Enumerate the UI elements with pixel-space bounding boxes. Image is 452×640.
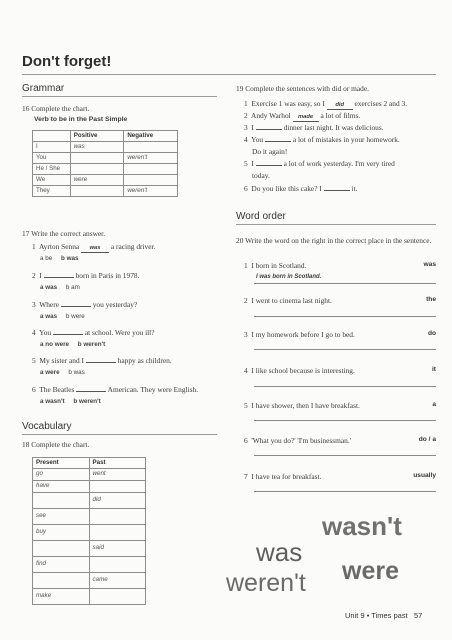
item-before: I	[251, 159, 254, 168]
option-a[interactable]: a were	[40, 369, 60, 376]
option-a[interactable]: a was	[40, 313, 58, 320]
ex20-item	[244, 366, 355, 375]
option-b[interactable]: b weren't	[73, 398, 101, 405]
present-cell[interactable]: buy	[33, 524, 90, 540]
chart-corner	[33, 131, 71, 142]
item-number: 6	[244, 184, 248, 193]
ex20-item	[244, 436, 351, 445]
answer-blank[interactable]	[61, 306, 91, 307]
decor-word-were: were	[342, 557, 399, 585]
option-b[interactable]: b weren't	[77, 341, 106, 348]
option-a[interactable]: a no were	[40, 341, 70, 348]
past-cell[interactable]	[89, 508, 145, 524]
past-cell[interactable]	[89, 556, 145, 572]
item-continuation: Do it again!	[252, 147, 288, 156]
item-after: a lot of work yesterday. I'm very tired	[283, 159, 395, 168]
ex17-item	[32, 385, 198, 394]
grammar-rule	[22, 96, 217, 97]
footer	[345, 611, 422, 620]
ex18-chart	[32, 457, 146, 605]
vocabulary-heading: Vocabulary	[22, 421, 72, 432]
header-negative: Negative	[124, 131, 178, 142]
table-row	[33, 164, 178, 175]
decor-word-wasnt: wasn't	[322, 511, 402, 541]
past-cell[interactable]: said	[89, 540, 145, 556]
answer-blank[interactable]	[256, 165, 282, 166]
table-row	[33, 508, 146, 524]
negative-cell[interactable]	[124, 142, 178, 153]
ex20-item	[244, 401, 360, 410]
insert-word: do	[427, 330, 436, 337]
header-past: Past	[89, 458, 145, 469]
ex19-item	[244, 123, 384, 132]
past-cell[interactable]: went	[89, 468, 145, 480]
item-number: 3	[32, 300, 36, 309]
item-number: 3	[244, 330, 248, 339]
item-after: a lot of films.	[320, 111, 361, 120]
answer-blank[interactable]	[53, 334, 83, 335]
table-row	[33, 492, 146, 508]
present-cell[interactable]: go	[33, 468, 90, 480]
ex19-item	[244, 99, 407, 110]
ex20-instruction: 20 Write the word on the right in the correct place in the sentence.	[236, 236, 432, 245]
past-cell[interactable]: did	[89, 492, 145, 508]
option-a[interactable]: a was	[40, 284, 58, 291]
ex16-subtitle: Verb to be in the Past Simple	[34, 116, 128, 123]
ex17-item	[32, 328, 155, 337]
item-before: You	[39, 328, 52, 337]
negative-cell[interactable]: weren't	[124, 153, 178, 164]
header-present: Present	[33, 458, 90, 469]
header-positive: Positive	[70, 131, 124, 142]
present-cell[interactable]: make	[33, 588, 90, 604]
present-cell[interactable]: have	[33, 480, 90, 492]
item-after: at school. Were you ill?	[84, 328, 155, 337]
item-number: 2	[244, 111, 248, 120]
ex17-options	[40, 313, 85, 321]
table-row	[33, 468, 146, 480]
item-before: Where	[39, 300, 59, 309]
answer-blank[interactable]	[256, 129, 282, 130]
positive-cell[interactable]: was	[70, 142, 124, 153]
table-row	[33, 524, 146, 540]
vocabulary-rule	[22, 434, 217, 435]
answer-blank[interactable]	[44, 277, 74, 278]
ex17-item	[32, 271, 139, 280]
ex16-instruction: 16 Complete the chart.	[22, 104, 90, 113]
item-number: 1	[244, 261, 248, 270]
present-cell[interactable]: find	[33, 556, 90, 572]
item-after: exercises 2 and 3.	[354, 99, 408, 108]
ex19-item	[244, 111, 360, 122]
item-sentence: I born in Scotland.	[251, 261, 307, 270]
footer-section: Times past	[371, 611, 408, 620]
item-sentence: I have shower, then I have breakfast.	[251, 401, 360, 410]
option-b[interactable]: b was	[68, 369, 85, 376]
option-b[interactable]: b was	[61, 255, 79, 262]
item-number: 4	[244, 366, 248, 375]
positive-cell[interactable]: were	[70, 175, 124, 186]
present-cell[interactable]	[33, 572, 90, 588]
item-before: Ayrton Senna	[39, 242, 80, 251]
item-sentence: I like school because is interesting.	[251, 366, 355, 375]
option-b[interactable]: b were	[65, 313, 85, 320]
ex17-options	[40, 398, 101, 406]
ex20-item	[244, 296, 332, 305]
past-cell[interactable]: came	[89, 572, 145, 588]
item-number: 5	[32, 356, 36, 365]
positive-cell[interactable]	[70, 153, 124, 164]
item-after: you yesterday?	[92, 300, 138, 309]
item-before: I	[39, 271, 42, 280]
present-cell[interactable]	[33, 540, 90, 556]
table-row	[33, 186, 178, 197]
grammar-heading: Grammar	[22, 83, 65, 94]
item-sentence: I my homework before I go to bed.	[251, 330, 355, 339]
answer-line[interactable]	[254, 420, 436, 421]
subject-cell: He / She	[33, 164, 71, 175]
word-order-heading: Word order	[236, 211, 286, 222]
option-b[interactable]: b am	[65, 284, 80, 291]
subject-cell: I	[33, 142, 71, 153]
table-row	[33, 572, 146, 588]
answer-blank[interactable]	[76, 391, 106, 392]
answer-text: I was born in Scotland.	[256, 274, 322, 280]
item-number: 5	[244, 401, 248, 410]
item-before: Do you like this cake? I	[251, 184, 322, 193]
ex20-item	[244, 330, 355, 339]
answer-blank[interactable]: made	[293, 114, 319, 122]
item-after: happy as children.	[117, 356, 172, 365]
answer-blank[interactable]	[86, 362, 116, 363]
footer-bullet: •	[366, 611, 370, 620]
item-before: My sister and I	[39, 356, 84, 365]
answer-line[interactable]	[254, 316, 436, 317]
item-number: 5	[244, 159, 248, 168]
ex17-item	[32, 242, 155, 253]
table-row	[33, 540, 146, 556]
page-title: Don't forget!	[22, 53, 112, 70]
title-rule	[22, 74, 436, 75]
ex17-options	[40, 369, 85, 377]
table-row	[33, 175, 178, 186]
insert-word: the	[426, 296, 436, 303]
ex17-item	[32, 300, 137, 309]
item-after: a racing driver.	[110, 242, 156, 251]
item-before: Exercise 1 was easy, so I	[251, 99, 325, 108]
ex19-item	[244, 184, 358, 193]
insert-word: usually	[413, 472, 436, 479]
negative-cell[interactable]	[124, 164, 178, 175]
present-cell[interactable]	[33, 492, 90, 508]
ex19-instruction-text: 19 Complete the sentences with did or made.	[236, 84, 369, 93]
ex17-item	[32, 356, 172, 365]
ex17-instruction: 17 Write the correct answer.	[22, 229, 106, 238]
ex17-options	[40, 284, 80, 292]
subject-cell: You	[33, 153, 71, 164]
item-before: The Beatles	[39, 385, 75, 394]
option-a[interactable]: a wasn't	[40, 398, 65, 405]
table-row	[33, 588, 146, 604]
item-number: 4	[244, 135, 248, 144]
insert-word: do / a	[418, 436, 436, 443]
item-before: You	[251, 135, 264, 144]
word-order-rule	[236, 224, 436, 225]
ex19-item	[244, 135, 400, 144]
table-row	[33, 142, 178, 153]
item-after: dinner last night. It was delicious.	[283, 123, 384, 132]
item-number: 1	[32, 242, 36, 251]
answer-blank[interactable]: did	[327, 102, 353, 110]
item-before: I	[251, 123, 254, 132]
insert-word: a	[432, 401, 436, 408]
item-sentence: I went to cinema last night.	[251, 296, 332, 305]
answer-blank[interactable]	[265, 141, 291, 142]
insert-word: was	[423, 261, 436, 268]
item-after: American. They were English.	[107, 385, 199, 394]
ex17-options	[40, 255, 79, 263]
item-after: born in Paris in 1978.	[75, 271, 140, 280]
past-cell[interactable]	[89, 588, 145, 604]
item-number: 2	[32, 271, 36, 280]
past-cell[interactable]	[89, 524, 145, 540]
option-a[interactable]: a be	[40, 255, 53, 262]
answer-line[interactable]	[254, 386, 436, 387]
negative-cell[interactable]: weren't	[124, 186, 178, 197]
insert-word: it	[431, 366, 436, 373]
item-number: 3	[244, 123, 248, 132]
item-number: 2	[244, 296, 248, 305]
item-after: it.	[351, 184, 358, 193]
item-number: 1	[244, 99, 248, 108]
page-number: 57	[413, 611, 423, 620]
ex20-item	[244, 472, 321, 481]
answer-line[interactable]	[254, 283, 436, 284]
subject-cell: We	[33, 175, 71, 186]
footer-unit: Unit 9	[345, 611, 365, 620]
present-cell[interactable]: see	[33, 508, 90, 524]
ex18-instruction: 18 Complete the chart.	[22, 440, 90, 449]
item-sentence: I have tea for breakfast.	[251, 472, 322, 481]
ex20-item	[244, 261, 306, 270]
decor-word-was: was	[256, 537, 303, 567]
item-sentence: 'What you do?' 'I'm businessman.'	[251, 436, 352, 445]
answer-line[interactable]	[254, 455, 436, 456]
item-before: Andy Warhol	[251, 111, 291, 120]
item-continuation: today.	[252, 171, 270, 180]
table-row	[33, 480, 146, 492]
subject-cell: They	[33, 186, 71, 197]
negative-cell[interactable]	[124, 175, 178, 186]
answer-blank[interactable]: was	[81, 245, 109, 253]
ex19-instruction	[236, 84, 369, 93]
item-number: 7	[244, 472, 248, 481]
positive-cell[interactable]	[70, 186, 124, 197]
table-row	[33, 153, 178, 164]
item-number: 6	[244, 436, 248, 445]
item-number: 4	[32, 328, 36, 337]
item-after: a lot of mistakes in your homework.	[292, 135, 400, 144]
item-number: 6	[32, 385, 36, 394]
answer-line[interactable]	[254, 349, 436, 350]
answer-blank[interactable]	[324, 190, 350, 191]
positive-cell[interactable]	[70, 164, 124, 175]
decor-word-werent: weren't	[226, 569, 306, 597]
ex19-item	[244, 159, 395, 168]
answer-line[interactable]	[254, 491, 436, 492]
ex16-chart	[32, 130, 178, 197]
past-cell[interactable]	[89, 480, 145, 492]
ex17-options	[40, 341, 105, 349]
table-row	[33, 556, 146, 572]
